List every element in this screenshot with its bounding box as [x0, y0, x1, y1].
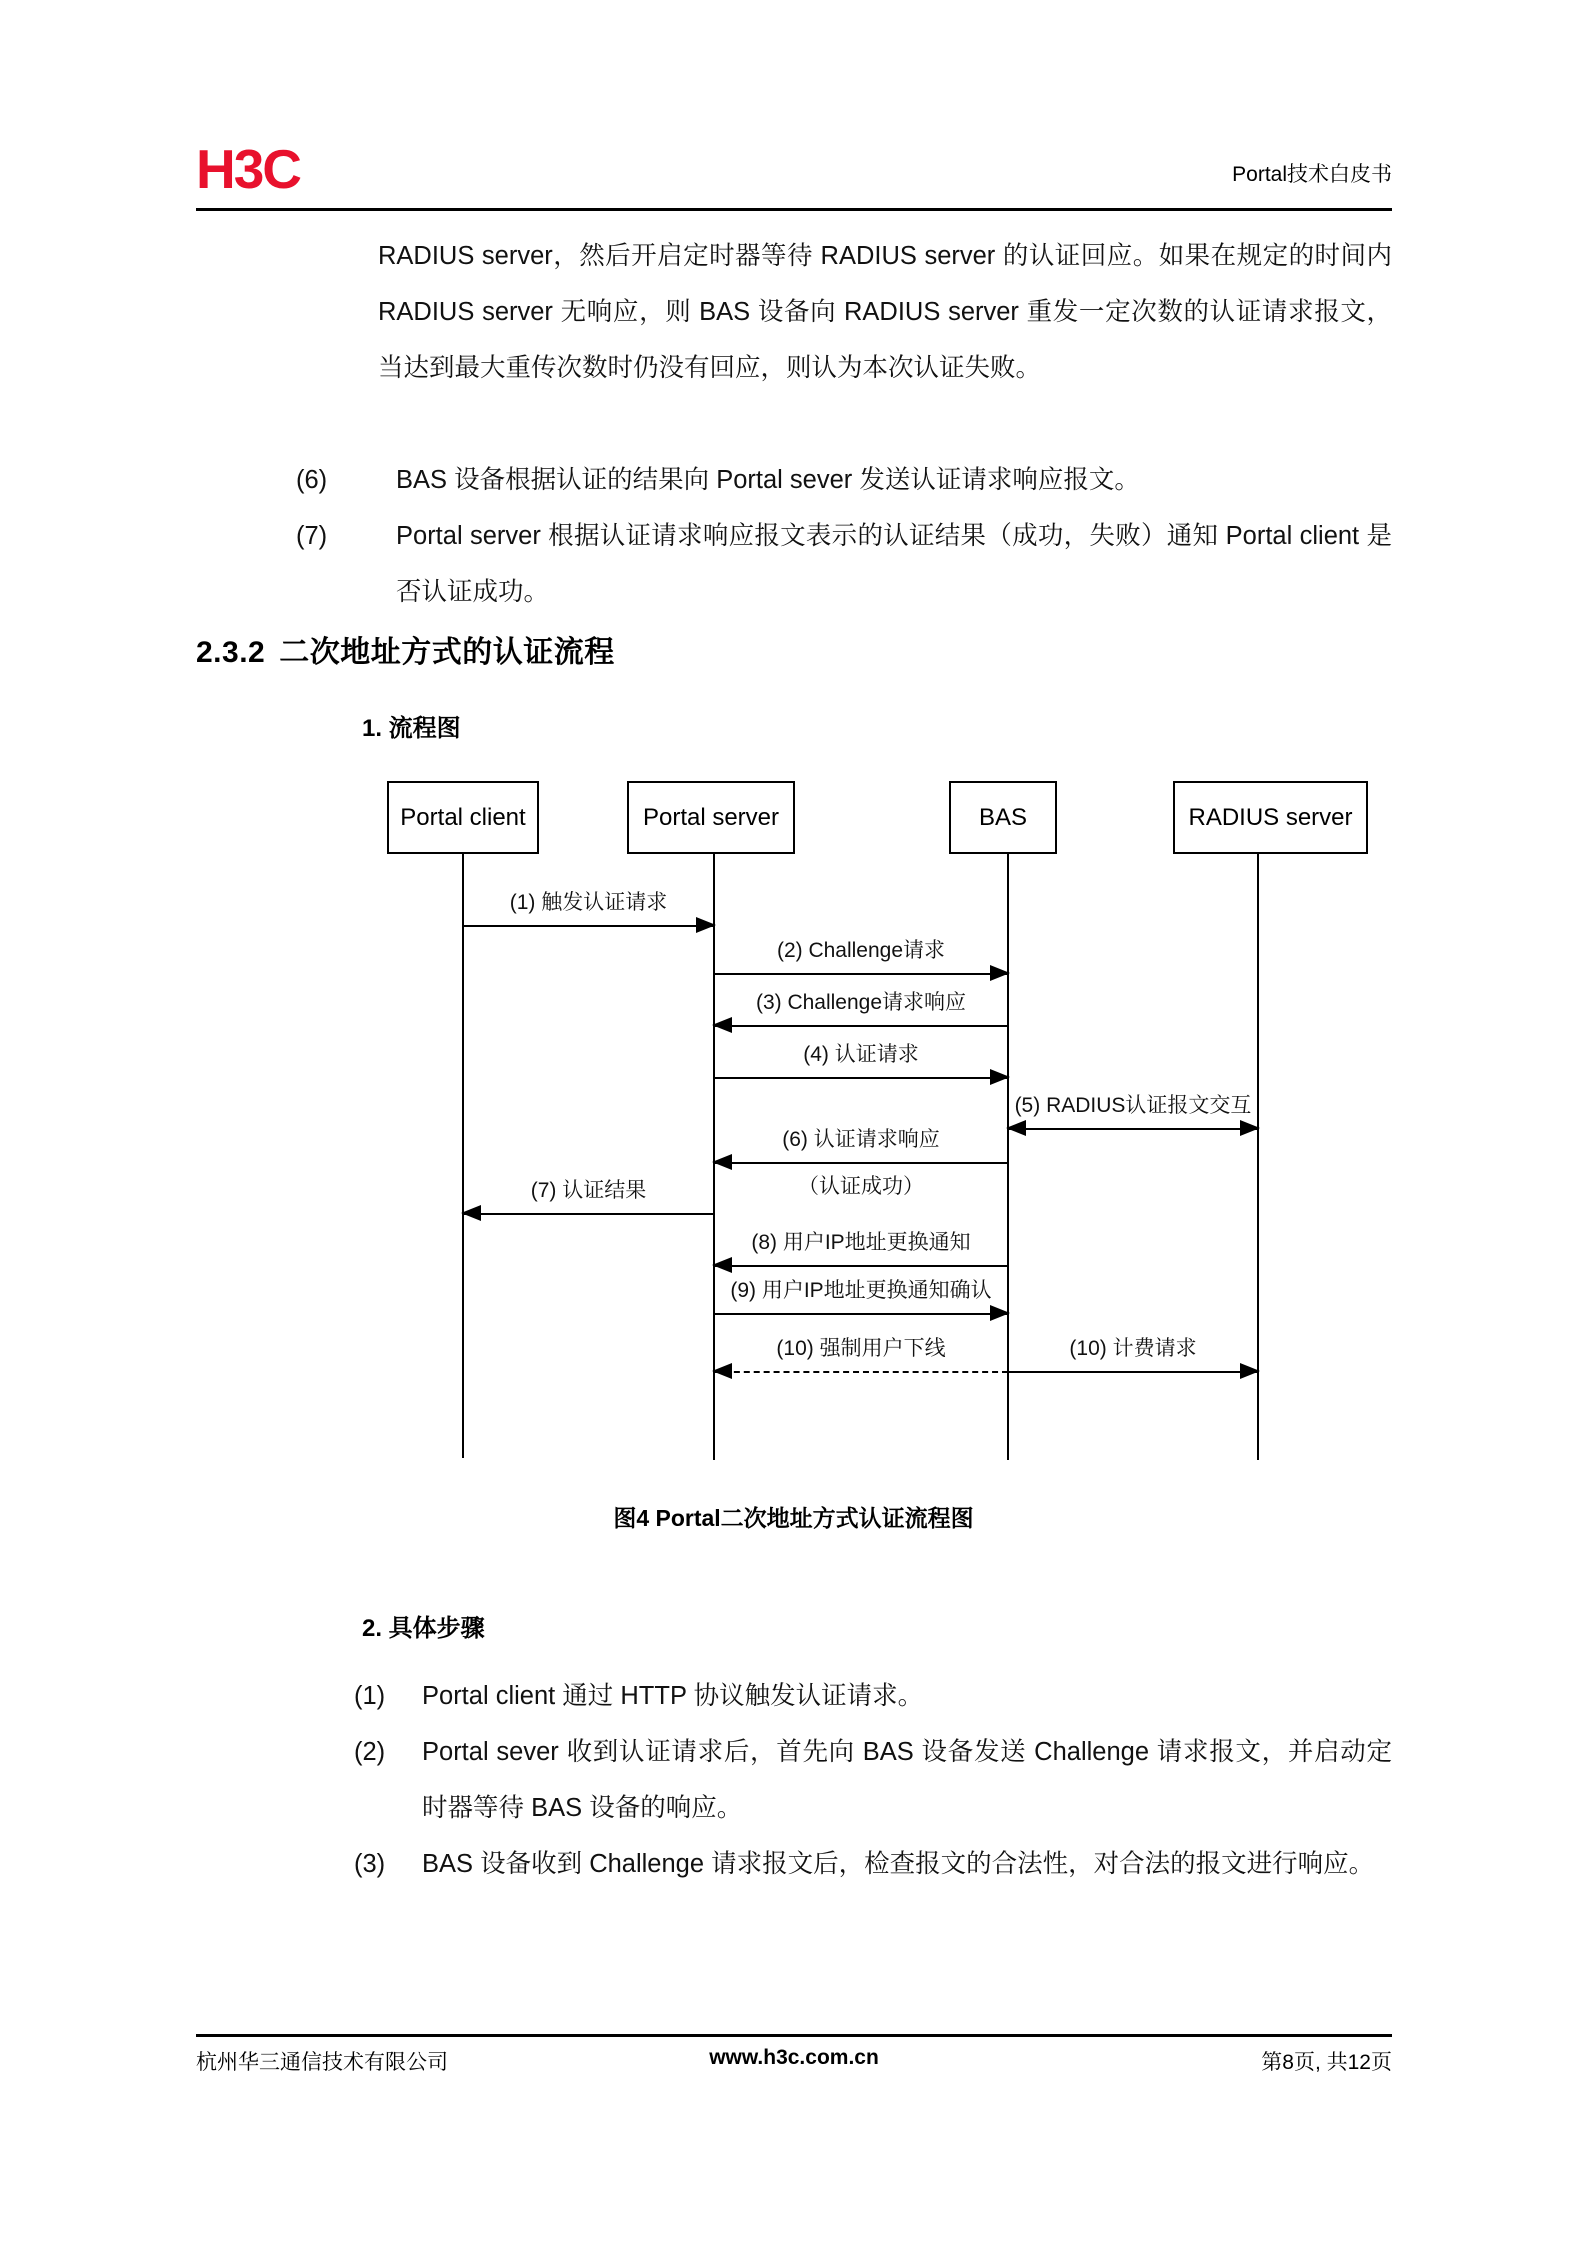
participant-box-radius-server [1173, 781, 1368, 854]
list-item-text: Portal server 根据认证请求响应报文表示的认证结果（成功，失败）通知 Portal client 是否认证成功。 [396, 522, 1392, 606]
subsection-heading-steps: 2. 具体步骤 [362, 1615, 485, 1642]
annotation-auth-success: （认证成功） [798, 1175, 924, 1198]
message-label: (10) 强制用户下线 [776, 1337, 946, 1360]
participant-box-portal-client [387, 781, 539, 854]
participant-label: BAS [978, 803, 1028, 831]
message-line [1008, 1128, 1258, 1130]
participant-label: RADIUS server [1188, 803, 1353, 831]
section-number: 2.3.2 [196, 636, 266, 669]
message-label: (10) 计费请求 [1069, 1337, 1197, 1360]
list-item-text: Portal sever 收到认证请求后，首先向 BAS 设备发送 Challenge 请求报文，并启动定时器等待 BAS 设备的响应。 [422, 1738, 1392, 1822]
h3c-logo: H3C [196, 138, 301, 200]
message-line [463, 925, 714, 927]
arrowhead-right-icon [990, 965, 1010, 981]
participant-label: Portal server [642, 803, 780, 831]
list-item [354, 1836, 1392, 1948]
message-line [1008, 1371, 1258, 1373]
participant-label: Portal client [400, 803, 526, 831]
list-item [296, 452, 1392, 508]
message-line [714, 1265, 1008, 1267]
header-title: Portal技术白皮书 [1232, 163, 1392, 186]
list-item-number: (3) [354, 1850, 386, 1878]
list-item-text: BAS 设备收到 Challenge 请求报文后，检查报文的合法性，对合法的报文进行响应。 [422, 1850, 1375, 1878]
message-line [714, 973, 1008, 975]
message-label: (3) Challenge请求响应 [755, 991, 967, 1014]
list-item-text: BAS 设备根据认证的结果向 Portal sever 发送认证请求响应报文。 [396, 466, 1140, 494]
arrowhead-left-icon [461, 1205, 481, 1221]
arrowhead-right-icon [1240, 1363, 1260, 1379]
arrowhead-right-icon [990, 1305, 1010, 1321]
message-label: (9) 用户IP地址更换通知确认 [730, 1279, 992, 1302]
section-heading [196, 627, 615, 671]
message-label: (4) 认证请求 [803, 1043, 919, 1066]
figure-caption: 图4 Portal二次地址方式认证流程图 [613, 1505, 974, 1531]
arrowhead-left-icon [1006, 1120, 1026, 1136]
participant-box-portal-server [627, 781, 795, 854]
sequence-diagram [330, 770, 1353, 1490]
continued-paragraph: RADIUS server，然后开启定时器等待 RADIUS server 的认证回应。如果在规定的时间内 RADIUS server 无响应，则 BAS 设备向 RADIUS server 重发一定次数的认证请求报文，当达到最大重传次数时仍没有回应，则认为本次认证失败。 [378, 242, 1392, 382]
list-item-number: (6) [296, 466, 328, 494]
list-item-text: Portal client 通过 HTTP 协议触发认证请求。 [422, 1682, 924, 1710]
message-label: (7) 认证结果 [530, 1179, 647, 1202]
footer-divider [196, 2034, 1392, 2037]
message-label: (2) Challenge请求 [776, 939, 946, 962]
page-footer [196, 2046, 1392, 2086]
list-item [354, 1724, 1392, 1836]
message-label: (1) 触发认证请求 [509, 891, 668, 914]
message-label: (5) RADIUS认证报文交互 [1014, 1094, 1252, 1117]
message-line [714, 1077, 1008, 1079]
message-line [714, 1313, 1008, 1315]
lifeline-portal-client [462, 854, 464, 1458]
footer-website: www.h3c.com.cn [709, 2046, 879, 2069]
footer-page-number: 第8页, 共12页 [1261, 2051, 1392, 2074]
arrowhead-right-icon [1240, 1120, 1260, 1136]
footer-company: 杭州华三通信技术有限公司 [196, 2051, 448, 2074]
message-line-dashed [714, 1371, 1008, 1373]
message-line [714, 1162, 1008, 1164]
message-label: (6) 认证请求响应 [782, 1128, 940, 1151]
message-line [463, 1213, 714, 1215]
header-divider [196, 208, 1392, 211]
message-line [714, 1025, 1008, 1027]
arrowhead-left-icon [712, 1257, 732, 1273]
arrowhead-left-icon [712, 1017, 732, 1033]
participant-box-bas [949, 781, 1057, 854]
message-label: (8) 用户IP地址更换通知 [751, 1231, 971, 1254]
list-item [354, 1668, 1392, 1724]
arrowhead-right-icon [696, 917, 716, 933]
section-title: 二次地址方式的认证流程 [279, 636, 615, 669]
subsection-heading-flowchart: 1. 流程图 [362, 715, 461, 742]
list-item-number: (2) [354, 1738, 386, 1766]
arrowhead-left-icon [712, 1154, 732, 1170]
arrowhead-right-icon [990, 1069, 1010, 1085]
arrowhead-left-icon [712, 1363, 732, 1379]
list-item [296, 508, 1392, 620]
list-item-number: (7) [296, 522, 328, 550]
list-item-number: (1) [354, 1682, 386, 1710]
